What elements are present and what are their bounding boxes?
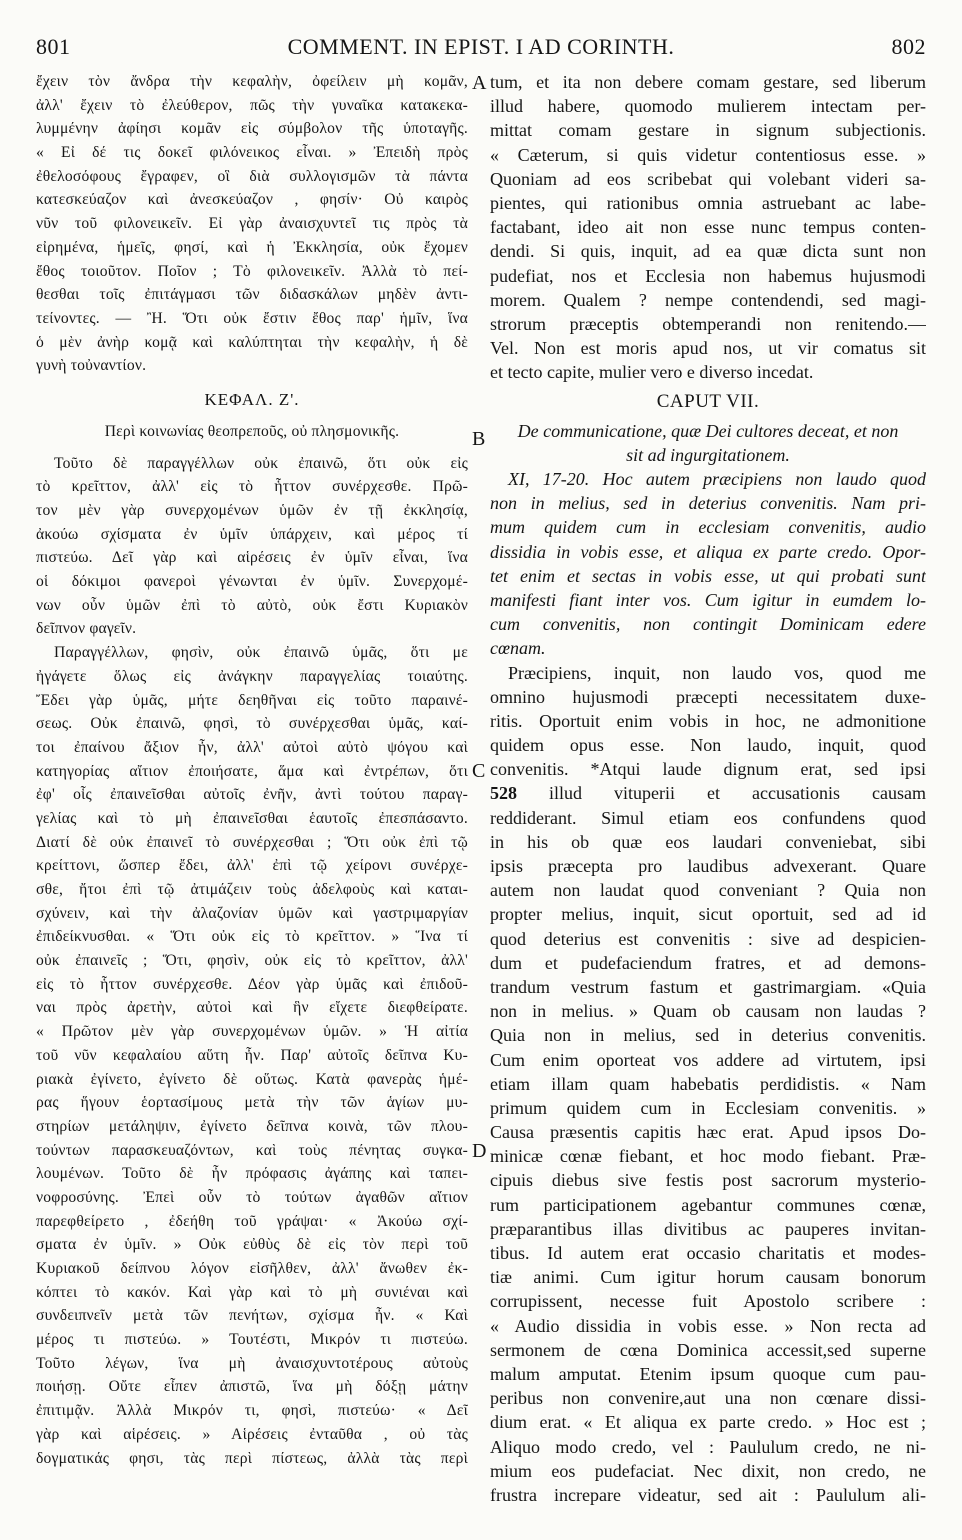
latin-paragraph-1 xyxy=(490,70,926,384)
latin-paragraph-2 xyxy=(490,467,926,661)
latin-text-line: « Audio dissidia in vobis esse. » Non recta ad xyxy=(490,1315,926,1336)
greek-text-line: κατηγορίας αἴτιον ἐποιήσατε, ἅμα καὶ ἐντρέπων, ὅτι xyxy=(36,762,468,780)
latin-text-line: reddiderant. Simul etiam eos confundens quod xyxy=(490,807,926,828)
greek-text-line: νῦν τοῦ φιλονεικεῖν. Εἰ γὰρ ἀναισχυντεῖ τις πρὸς τὰ xyxy=(36,215,468,233)
latin-text-line: ipsis præcepta pro laudibus advexerant. Quare xyxy=(490,856,926,876)
latin-text-line: et tecto capite, mulier vero e diverso incedat. xyxy=(490,362,814,383)
greek-text-line: τὸ κρεῖττον, ἀλλ' εἰς τὸ ἧττον συνέρχεσθε. Πρῶ- xyxy=(36,478,468,496)
latin-subtitle-line: sit ad ingurgitationem. xyxy=(626,444,790,465)
greek-text-line: Διατί δὲ οὐκ ἐπαινεῖ τὸ συνέρχεσθαι ; Ὅτι οὐκ ἐπὶ τῷ xyxy=(36,833,468,851)
greek-text-line: γὰρ καὶ αἱρέσεις. » Αἱρέσεις ἐνταῦθα , οὐ τὰς xyxy=(36,1425,468,1443)
greek-paragraph-3 xyxy=(36,641,468,1470)
greek-column xyxy=(36,70,468,1470)
greek-text-line: θεσθαι τοῖς ἐπιτάγμασι τῶν διδασκάλων μηδὲν ἀντι- xyxy=(36,286,468,304)
latin-text-line: rum participationem agebantur communes cœnæ, xyxy=(490,1194,926,1215)
greek-text-line: λουμένων. Τοῦτο δὲ ἦν πρόφασις ἀγάπης καὶ ταπει- xyxy=(36,1165,468,1183)
greek-paragraph-2 xyxy=(36,452,468,642)
greek-chapter-subtitle: Περὶ κοινωνίας θεοπρεποῦς, οὐ πλησμονικῆς. xyxy=(104,422,400,440)
latin-text-line: propter melius, inquit, sicut oportuit, sed ad id xyxy=(490,904,926,925)
latin-text-line: tum, et ita non debere comam gestare, sed liberum xyxy=(490,72,926,92)
greek-text-line: νων οὖν ὑμῶν ἐπὶ τὸ αὐτὸ, οὐκ ἔστι Κυριακὸν xyxy=(36,596,468,614)
latin-text-line: strorum præceptis obtemperandi non renitendo.— xyxy=(490,313,926,334)
latin-text-line: convenitis. *Atqui laude dignum erat, sed ipsi xyxy=(490,759,926,780)
greek-text-line: τοι ἐπαίνου ἄξιον ἦν, ἀλλ' αὐτοὶ αὐτὸ ψόγου καὶ xyxy=(36,738,468,756)
greek-text-line: κρείττονι, ὥσπερ ἔδει, ἀλλ' ἐπὶ τῷ χείρονι συνέρχε- xyxy=(36,857,468,875)
latin-text-line: Vel. Non est moris apud nos, ut vir comatus sit xyxy=(490,338,926,359)
latin-text-line: mium eos pudefaciat. Nec dixit, non credo, ne xyxy=(490,1460,926,1481)
latin-text-line: tibus. Id autem erat occasio charitatis et modes- xyxy=(490,1243,926,1263)
greek-text-line: δογματικάς φησι, τὰς περὶ πίστεως, ἀλλὰ τὰς περὶ xyxy=(36,1449,468,1467)
latin-text-line: Quia non in melius, sed in deterius convenitis. xyxy=(490,1025,926,1046)
greek-text-line: τούντων παρασκευαζόντων, καὶ τοὺς πένητας συγκα- xyxy=(36,1141,468,1159)
greek-text-line: γελίας καὶ τὸ μὴ ἐπαινεῖσθαι ἑαυτοῖς ἐπεσπάσαντο. xyxy=(36,809,468,827)
latin-text-line: cœnam. xyxy=(490,638,546,659)
latin-text-line: quidem opus esse. Non laudo, inquit, quod xyxy=(490,735,926,756)
greek-text-line: παρεφθείρετο , ἐδεήθη τοῦ γράψαι· « Ἀκούω σχί- xyxy=(36,1212,468,1230)
greek-text-line: ἔχειν τὸν ἄνδρα τὴν κεφαλὴν, ὀφείλειν μὴ κομᾶν, xyxy=(36,73,468,90)
greek-text-line: ἐφ' οἷς ἐπαινεῖσθαι αὐτοῖς ἐνῆν, ἀντὶ τούτου παραγ- xyxy=(36,786,468,804)
latin-text-line: Aliquo modo credo, vel : Paululum credo, ne ni- xyxy=(490,1436,926,1457)
latin-text-line: frustra increpare videatur, sed ait : Paululum ali- xyxy=(490,1484,926,1505)
latin-text-line: illud habere, quomodo mulierem intectam per- xyxy=(490,96,926,117)
latin-text-line: etiam illam quam habebatis perdidistis. « Nam xyxy=(490,1073,926,1094)
greek-text-line: « Εἰ δέ τις δοκεῖ φιλόνεικος εἶναι. » Ἐπειδὴ πρὸς xyxy=(36,144,468,162)
greek-text-line: ἐθελοσόφους ἔγραφεν, οἳ διὰ συλλογισμῶν τὰ πάντα xyxy=(36,167,468,185)
latin-text-line: in his ob quæ eos laudari conveniebat, sibi xyxy=(490,831,926,852)
latin-text-line: peribus non convenire,aut una non cœnare dissi- xyxy=(490,1388,926,1409)
greek-text-line: ἀκούω σχίσματα ἐν ὑμῖν ὑπάρχειν, καὶ μέρος τί xyxy=(36,525,468,543)
latin-text-line: non in melius, sed in deterius convenitis. Nam pri- xyxy=(490,493,926,514)
greek-text-line: γυνὴ τοὐναντίον. xyxy=(36,357,147,375)
latin-text-line: omnino hujusmodi præcepti necessitatem duxe- xyxy=(490,686,926,707)
greek-text-line: Τοῦτο λέγων, ἵνα μὴ ἀναισχυντοτέρους αὐτοὺς xyxy=(36,1354,468,1372)
greek-text-line: στηρίων μετάληψιν, ἐγίνετο δεῖπνα κοινὰ, τῶν πλου- xyxy=(36,1117,468,1135)
text-line: illud vituperii et accusationis causam xyxy=(549,783,926,804)
greek-text-line: ἐπιδείκνυσθαι. « Ὅτι οὐκ εἰς τὸ κρεῖττον. » Ἵνα τί xyxy=(36,928,468,946)
latin-text-line: pientes, qui rationibus omnia astruebant ac labe- xyxy=(490,192,926,213)
greek-chapter-heading: ΚΕΦΑΛ. Ζ'. xyxy=(204,389,300,409)
latin-chapter-subtitle xyxy=(490,419,926,467)
greek-text-line: κατεσκεύαζον καὶ ἀνεσκεύαζον , φησίν· Οὐ καιρὸς xyxy=(36,191,468,209)
latin-text-line: dium erat. « Et aliqua ex parte credo. » Hoc est ; xyxy=(490,1412,926,1433)
greek-text-line: νοφροσύνης. Ἐπεὶ οὖν τὸ τούτων ἀγαθῶν αἴτιον xyxy=(36,1188,468,1206)
greek-text-line: τείνοντες. — Ἢ. Ὅτι οὐκ ἔστιν ἔθος παρ' ἡμῖν, ἵνα xyxy=(36,309,468,327)
latin-text-line: mittat comam gestare in signum subjectionis. xyxy=(490,120,926,141)
latin-text-line: pudefiat, nos et Ecclesia non habemus hujusmodi xyxy=(490,265,926,286)
latin-text-line: non in melius. » Quam ob causam non laudas ? xyxy=(490,1001,926,1022)
greek-text-line: Τοῦτο δὲ παραγγέλλων οὐκ ἐπαινῶ, ὅτι οὐκ εἰς xyxy=(54,454,468,472)
latin-subtitle-line: De communicatione, quæ Dei cultores deceat, et non xyxy=(517,420,899,441)
greek-text-line: ἔθος τοιοῦτον. Ποῖον ; Τὸ φιλονεικεῖν. Ἀλλὰ τὸ πεί- xyxy=(36,262,468,280)
greek-text-line: « Πρῶτον μὲν γὰρ συνερχομένων ὑμῶν. » Ἡ αἰτία xyxy=(36,1023,468,1041)
page-number-left: 801 xyxy=(36,34,71,59)
latin-text-line: tet enim et sectas in vobis esse, ut qui probati sunt xyxy=(490,565,926,586)
greek-text-line: τον μὲν γὰρ συνερχομένων ὑμῶν ἐν τῇ ἐκκλησίᾳ, xyxy=(36,502,468,519)
latin-text-line: factabant, ideo ait non esse nunc tempus conten- xyxy=(490,217,926,238)
page-number-right: 802 xyxy=(891,34,926,59)
latin-text-line: tiæ animi. Cum igitur horum causam bonorum xyxy=(490,1267,926,1288)
running-header xyxy=(36,22,926,59)
latin-text-line: morem. Qualem ? nempe contendendi, sed magi- xyxy=(490,289,926,310)
greek-text-line: ἠγάγετε ὅλως εἰς ἀνάγκην παραγγελίας τοιαύτης. xyxy=(36,667,468,685)
margin-letter-d: D xyxy=(472,1140,487,1162)
latin-text-line: Causa præsentis capitis hæc erat. Apud ipsos Do- xyxy=(490,1122,926,1143)
greek-text-line: οἱ δόκιμοι φανεροὶ γένωνται ἐν ὑμῖν. Συνερχομέ- xyxy=(36,573,468,591)
greek-text-line: ναι πρὸς ἀρετὴν, αὐτοὶ καὶ ἣν εἴχετε διεφθείρατε. xyxy=(36,999,468,1017)
latin-text-line: cum convenitis, non contingit Dominicam edere xyxy=(490,614,926,635)
margin-letter-b: B xyxy=(472,428,486,450)
latin-text-line: Quoniam ad eos scribebat qui volebant videri sa- xyxy=(490,168,926,189)
greek-text-line: δεῖπνον φαγεῖν. xyxy=(36,620,137,638)
greek-text-line: σθε, ἤτοι ἐπὶ τῷ ἀτιμάζειν τοὺς ἀδελφοὺς καὶ καται- xyxy=(36,881,468,898)
greek-text-line: συνδειπνεῖν μετὰ τῶν πενήτων, σχίσμα ἦν. « Καὶ xyxy=(36,1307,468,1325)
margin-letter-a: A xyxy=(472,72,487,94)
greek-text-line: οὐκ ἐπαινεῖς ; Ὅτι, φησὶν, οὐκ εἰς τὸ κρεῖττον, ἀλλ' xyxy=(36,952,468,970)
latin-text-line: Cum enim oporteat vos addere ad virtutem, ipsi xyxy=(490,1049,926,1070)
greek-text-line: σχύνειν, καὶ τὴν ἀλαζονίαν ὑμῶν καὶ γαστριμαργίαν xyxy=(36,904,468,922)
greek-text-line: πιστεύω. Δεῖ γὰρ καὶ αἱρέσεις ἐν ὑμῖν εἶναι, ἵνα xyxy=(36,549,468,567)
latin-text-line: dissidia in vobis esse, et aliqua ex parte credo. Opor- xyxy=(490,541,926,562)
greek-text-line: ρας ἥγουν ἑορτασίμους μετὰ τὴν τῶν ἁγίων μυ- xyxy=(36,1094,468,1112)
latin-text-line: quod deterius est convenitis : sive ad despicien- xyxy=(490,928,926,949)
column-marker-528: 528 xyxy=(490,783,550,804)
latin-text-line: « Cæterum, si quis videtur contentiosus esse. » xyxy=(490,144,926,165)
greek-text-line: ριακὰ ἐγίνετο, ἐγίνετο δὲ οὕτως. Κατὰ φανερὰς ἡμέ- xyxy=(36,1070,468,1088)
latin-text-line: primum quidem cum in Ecclesiam convenitis. » xyxy=(490,1097,926,1118)
margin-letter-c: C xyxy=(472,760,486,782)
latin-text-line: dendi. Si quis, inquit, ad ea quæ dicta sunt non xyxy=(490,241,926,262)
running-title: COMMENT. IN EPIST. I AD CORINTH. xyxy=(287,34,675,59)
latin-text-line: malum amputat. Etenim ipsum quoque cum pau- xyxy=(490,1363,926,1384)
greek-text-line: κόπτει τὸ κακόν. Καὶ γὰρ καὶ τὸ μὴ συνιέναι καὶ xyxy=(36,1283,468,1301)
latin-paragraph-3 xyxy=(490,661,926,1508)
latin-text-line xyxy=(490,781,926,805)
greek-text-line: σεως. Οὐκ ἐπαινῶ, φησὶ, τὸ συνέρχεσθαι ὑμᾶς, καί- xyxy=(36,715,468,733)
latin-text-line: cipuis diebus sive festis post sacrorum mysterio- xyxy=(490,1170,926,1191)
latin-text-line: præparantibus illas divitibus ac pauperes invitan- xyxy=(490,1218,926,1239)
greek-text-line: ἀλλ' ἔχειν τὸ ἐλεύθερον, πῶς τὴν γυναῖκα κατακεκα- xyxy=(36,96,468,114)
greek-text-line: εἰς τὸ ἧττον συνέρχεσθε. Δέον γὰρ ὑμᾶς καὶ ἐπιδοῦ- xyxy=(36,975,468,993)
latin-text-line: manifesti fiant inter vos. Cum igitur in eumdem lo- xyxy=(490,589,926,610)
greek-text-line: ἐπιτιμᾷν. Ἀλλὰ Μικρόν τι, φησὶ, πιστεύω· « Δεῖ xyxy=(36,1402,468,1420)
greek-text-line: Παραγγέλλων, φησὶν, οὐκ ἐπαινῶ ὑμᾶς, ὅτι με xyxy=(54,644,468,662)
greek-text-line: ποιήσῃ. Οὔτε εἶπεν ἀπιστῶ, ἵνα μὴ δόξῃ μάτην xyxy=(36,1378,468,1396)
greek-text-line: Κυριακοῦ δείπνου λόγον εἰσῆλθεν, ἀλλ' ἄνωθεν ἐκ- xyxy=(36,1260,468,1277)
greek-text-line: ὁ μὲν ἀνὴρ κομᾷ καὶ καλύπτηται τὴν κεφαλὴν, ἡ δὲ xyxy=(36,333,468,351)
latin-text-line: Præcipiens, inquit, non laudo vos, quod me xyxy=(508,662,926,683)
latin-text-line: mum quidem cum in ecclesiam convenitis, audio xyxy=(490,517,926,538)
greek-text-line: Ἔδει γὰρ ὑμᾶς, μήτε δεηθῆναι εἰς τοῦτο παραινέ- xyxy=(36,691,468,709)
greek-text-line: μέρος τι πιστεύω. » Τουτέστι, Μικρόν τι πιστεύω. xyxy=(36,1331,468,1349)
greek-text-line: λυμμένην ἀφίησι κομᾶν εἰς σύμβολον τῆς ὑποταγῆς. xyxy=(36,120,468,138)
latin-text-line: trandum vestrum fastum et gastrimargiam. «Quia xyxy=(490,976,926,997)
latin-text-line: dum et pudefaciendum fratres, et ad demons- xyxy=(490,952,926,973)
latin-text-line: ritis. Oportuit enim vobis in hoc, ne admonitione xyxy=(490,710,926,731)
greek-paragraph-1 xyxy=(36,70,468,378)
greek-text-line: εἰρημένα, ἡμεῖς, φησί, καὶ ἡ Ἐκκλησία, οὐκ ἔχομεν xyxy=(36,238,468,256)
latin-text-line: corrupissent, necesse fuit Apostolo scribere : xyxy=(490,1291,926,1312)
latin-text-line: XI, 17-20. Hoc autem præcipiens non laudo quod xyxy=(508,469,926,489)
greek-text-line: τοῦ νῦν κεφαλαίου αὕτη ἦν. Παρ' αὐτοῖς δεῖπνα Κυ- xyxy=(36,1046,468,1064)
latin-text-line: sermonem de cœna Dominica accessit,sed superne xyxy=(490,1339,926,1360)
latin-column xyxy=(490,70,926,1507)
latin-text-line: minicæ cœnæ fiebant, et hoc modo fiebant. Præ- xyxy=(490,1146,926,1167)
greek-text-line: σματα ἐν ὑμῖν. » Οὐκ εὐθὺς δὲ εἰς τὸν περὶ τοῦ xyxy=(36,1236,468,1254)
latin-chapter-heading: CAPUT VII. xyxy=(656,391,760,413)
latin-text-line: autem non laudat quod conveniant ? Quia non xyxy=(490,880,926,901)
